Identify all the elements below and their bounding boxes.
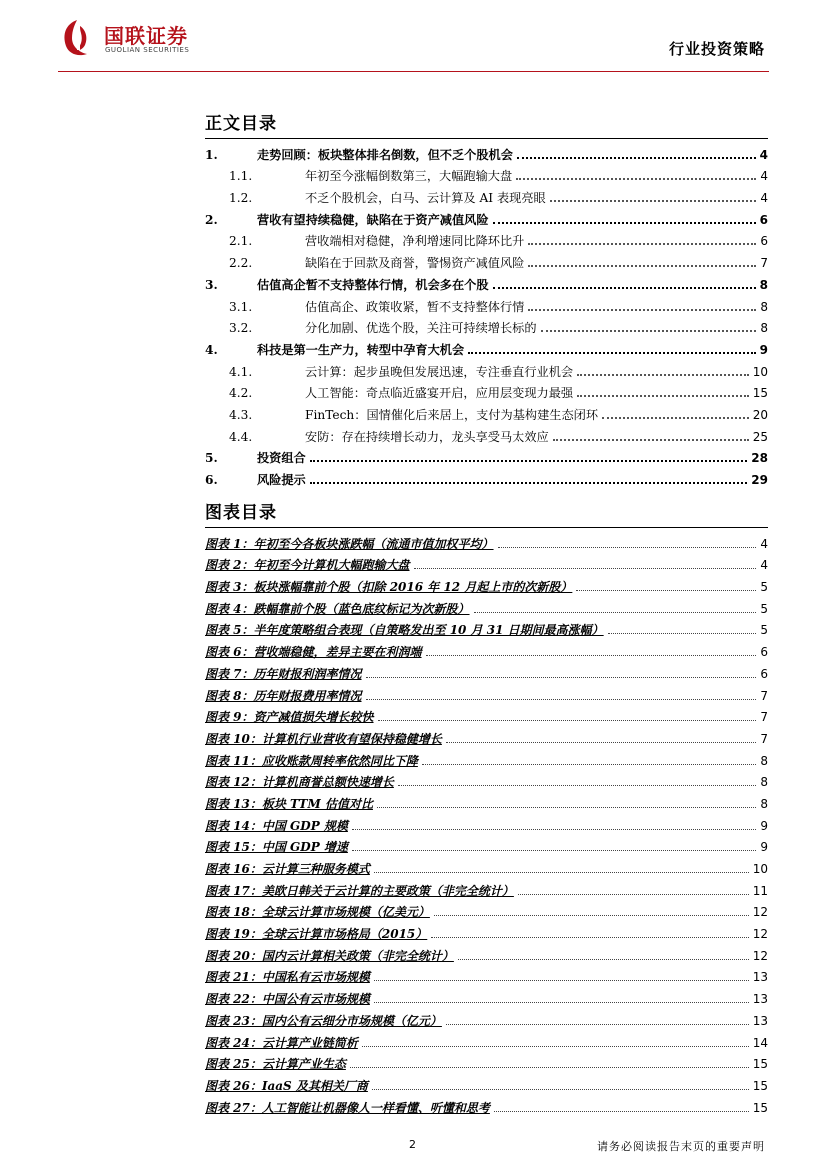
dot-leader bbox=[414, 568, 757, 569]
dot-leader bbox=[398, 785, 756, 786]
figure-entry-title[interactable]: 图表 17：美欧日韩关于云计算的主要政策（非完全统计） bbox=[205, 883, 514, 898]
toc-entry-number: 6. bbox=[205, 473, 218, 487]
dot-leader bbox=[494, 1111, 749, 1112]
toc-entry-title: 年初至今涨幅倒数第三，大幅跑输大盘 bbox=[305, 169, 513, 184]
table-of-contents bbox=[205, 141, 768, 488]
toc-entry-page: 4 bbox=[760, 169, 768, 184]
page-number: 2 bbox=[409, 1138, 416, 1151]
figure-entry[interactable] bbox=[205, 725, 768, 747]
dot-leader bbox=[516, 178, 756, 180]
logo-text-en: GUOLIAN SECURITIES bbox=[105, 46, 190, 54]
figure-entry[interactable] bbox=[205, 855, 768, 877]
toc-entry-title: 云计算：起步虽晚但发展迅速，专注垂直行业机会 bbox=[305, 364, 574, 379]
toc-entry-page: 9 bbox=[759, 342, 768, 357]
figure-entry-page: 10 bbox=[752, 862, 768, 876]
toc-entry-page: 6 bbox=[759, 212, 768, 227]
figure-entry[interactable] bbox=[205, 899, 768, 921]
dot-leader bbox=[434, 915, 749, 916]
figure-entry-title[interactable]: 图表 9：资产减值损失增长较快 bbox=[205, 710, 374, 725]
toc-entry[interactable] bbox=[205, 315, 768, 337]
dot-leader bbox=[498, 547, 757, 548]
dot-leader bbox=[352, 850, 756, 851]
toc-entry-number: 2.2. bbox=[229, 256, 253, 271]
figure-entry-page: 9 bbox=[760, 818, 768, 833]
dot-leader bbox=[517, 157, 756, 159]
figure-entry[interactable] bbox=[205, 704, 768, 726]
dot-leader bbox=[374, 872, 749, 873]
figure-entry-title[interactable]: 图表 1：年初至今各板块涨跌幅（流通市值加权平均） bbox=[205, 536, 494, 551]
toc-entry[interactable] bbox=[205, 445, 768, 467]
toc-entry-page: 10 bbox=[752, 364, 768, 379]
figure-entry-title[interactable]: 图表 23：国内公有云细分市场规模（亿元） bbox=[205, 1013, 442, 1028]
figure-entry-page: 12 bbox=[752, 948, 768, 963]
dot-leader bbox=[541, 330, 757, 332]
dot-leader bbox=[550, 200, 757, 202]
dot-leader bbox=[608, 633, 757, 634]
figure-entry-page: 15 bbox=[752, 1100, 768, 1115]
dot-leader bbox=[602, 417, 749, 419]
toc-entry-page: 15 bbox=[752, 386, 768, 401]
figure-entry[interactable] bbox=[205, 877, 768, 899]
figure-entry[interactable] bbox=[205, 617, 768, 639]
toc-entry-page: 25 bbox=[752, 429, 768, 444]
company-logo bbox=[60, 18, 260, 62]
figure-entry-title[interactable]: 图表 12：计算机商誉总额快速增长 bbox=[205, 775, 394, 790]
figure-entry-page: 11 bbox=[752, 883, 768, 898]
toc-entry-number: 3.1. bbox=[229, 299, 253, 314]
toc-entry-page: 6 bbox=[760, 234, 768, 249]
figure-entry[interactable] bbox=[205, 530, 768, 552]
dot-leader bbox=[528, 265, 756, 267]
toc-entry-page: 4 bbox=[760, 191, 768, 206]
toc-entry-title: 人工智能：奇点临近盛宴开启，应用层变现力最强 bbox=[305, 386, 574, 401]
dot-leader bbox=[310, 482, 748, 484]
toc-entry-number: 4.2. bbox=[229, 386, 253, 401]
toc-entry-page: 29 bbox=[751, 473, 768, 487]
dot-leader bbox=[576, 590, 756, 591]
toc-entry-number: 4.3. bbox=[229, 407, 253, 422]
toc-entry[interactable] bbox=[205, 163, 768, 185]
dot-leader bbox=[377, 807, 756, 808]
dot-leader bbox=[468, 352, 755, 354]
toc-entry-number: 2. bbox=[205, 212, 218, 227]
figure-entry-title[interactable]: 图表 21：中国私有云市场规模 bbox=[205, 970, 370, 985]
figure-entry[interactable] bbox=[205, 682, 768, 704]
dot-leader bbox=[310, 460, 748, 462]
dot-leader bbox=[422, 764, 756, 765]
toc-entry-title: 走势回顾：板块整体排名倒数，但不乏个股机会 bbox=[257, 147, 513, 162]
toc-entry-page: 8 bbox=[760, 321, 768, 336]
dot-leader bbox=[474, 612, 757, 613]
dot-leader bbox=[426, 655, 757, 656]
dot-leader bbox=[366, 699, 757, 700]
toc-entry-title: 估值高企暂不支持整体行情，机会多在个股 bbox=[257, 277, 489, 292]
dot-leader bbox=[458, 959, 749, 960]
figure-entry-page: 9 bbox=[760, 840, 768, 855]
figure-entry-title[interactable]: 图表 11：应收账款周转率依然同比下降 bbox=[205, 753, 418, 768]
dot-leader bbox=[493, 222, 756, 224]
page-header bbox=[0, 0, 827, 80]
toc-entry-page: 8 bbox=[759, 277, 768, 292]
logo-text-cn: 国联证券 bbox=[104, 24, 188, 48]
toc-entry[interactable] bbox=[205, 228, 768, 250]
figure-entry-title[interactable]: 图表 16：云计算三种服务模式 bbox=[205, 862, 370, 876]
figure-entry-title[interactable]: 图表 8：历年财报费用率情况 bbox=[205, 688, 362, 703]
dot-leader bbox=[366, 677, 757, 678]
dot-leader bbox=[374, 1002, 749, 1003]
figure-entry[interactable] bbox=[205, 812, 768, 834]
figure-entry-page: 15 bbox=[752, 1057, 768, 1072]
toc-entry-number: 1. bbox=[205, 147, 218, 162]
figure-entry-title[interactable]: 图表 15：中国 GDP 增速 bbox=[205, 840, 348, 855]
dot-leader bbox=[518, 894, 749, 895]
dot-leader bbox=[431, 937, 748, 938]
toc-entry-number: 4.4. bbox=[229, 429, 253, 444]
figure-entry-page: 5 bbox=[760, 623, 768, 638]
figure-entry-title[interactable]: 图表 3：板块涨幅靠前个股（扣除 2016 年 12 月起上市的次新股） bbox=[205, 580, 573, 595]
figure-entry-title[interactable]: 图表 24：云计算产业链简析 bbox=[205, 1035, 358, 1050]
figure-entry-page: 8 bbox=[760, 775, 768, 790]
figure-entry-page: 5 bbox=[760, 601, 768, 616]
figure-entry-title[interactable]: 图表 20：国内云计算相关政策（非完全统计） bbox=[205, 948, 454, 963]
dot-leader bbox=[528, 243, 756, 245]
footer-disclaimer: 请务必阅读报告末页的重要声明 bbox=[597, 1140, 765, 1153]
header-divider bbox=[58, 71, 769, 72]
figure-entry-page: 8 bbox=[760, 753, 768, 768]
dot-leader bbox=[378, 720, 757, 721]
figures-title-divider bbox=[205, 527, 768, 528]
guolian-logo-icon bbox=[60, 18, 94, 58]
toc-entry[interactable] bbox=[205, 423, 768, 445]
figure-entry[interactable] bbox=[205, 920, 768, 942]
figure-entry-page: 4 bbox=[760, 536, 768, 551]
toc-entry[interactable] bbox=[205, 336, 768, 358]
figure-entry[interactable] bbox=[205, 1094, 768, 1116]
toc-entry[interactable] bbox=[205, 401, 768, 423]
figure-entry-title[interactable]: 图表 19：全球云计算市场格局（2015） bbox=[205, 927, 428, 942]
toc-entry-title: 不乏个股机会，白马、云计算及 AI 表现亮眼 bbox=[305, 191, 546, 206]
toc-entry-number: 2.1. bbox=[229, 234, 253, 249]
toc-title-divider bbox=[205, 138, 768, 139]
toc-entry[interactable] bbox=[205, 466, 768, 488]
dot-leader bbox=[446, 742, 756, 743]
figure-entry[interactable] bbox=[205, 573, 768, 595]
toc-title: 正文目录 bbox=[205, 114, 277, 134]
toc-entry-title: 科技是第一生产力，转型中孕育大机会 bbox=[257, 342, 465, 357]
figure-entry-title[interactable]: 图表 7：历年财报利润率情况 bbox=[205, 666, 362, 681]
toc-entry-page: 28 bbox=[751, 451, 768, 466]
figure-entry-page: 5 bbox=[760, 580, 768, 595]
figure-entry[interactable] bbox=[205, 834, 768, 856]
toc-entry[interactable] bbox=[205, 206, 768, 228]
figure-entry-page: 8 bbox=[760, 796, 768, 811]
dot-leader bbox=[553, 439, 749, 441]
figure-entry-title[interactable]: 图表 25：云计算产业生态 bbox=[205, 1057, 346, 1072]
dot-leader bbox=[528, 309, 756, 311]
figure-entry-page: 15 bbox=[752, 1078, 768, 1093]
toc-entry[interactable] bbox=[205, 271, 768, 293]
figure-entry-page: 7 bbox=[760, 688, 768, 703]
figure-entry-page: 13 bbox=[752, 1013, 768, 1028]
toc-entry-page: 20 bbox=[752, 407, 768, 422]
figure-entry[interactable] bbox=[205, 660, 768, 682]
toc-entry-title: 分化加剧、优选个股，关注可持续增长标的 bbox=[305, 321, 537, 336]
toc-entry[interactable] bbox=[205, 141, 768, 163]
toc-entry-page: 8 bbox=[760, 299, 768, 314]
toc-entry[interactable] bbox=[205, 184, 768, 206]
toc-entry-number: 3. bbox=[205, 277, 218, 292]
toc-entry-number: 1.2. bbox=[229, 191, 253, 206]
toc-entry-number: 1.1. bbox=[229, 169, 253, 184]
figure-entry-title[interactable]: 图表 2：年初至今计算机大幅跑输大盘 bbox=[205, 558, 410, 573]
figure-entry-page: 7 bbox=[760, 710, 768, 725]
dot-leader bbox=[493, 287, 756, 289]
figure-entry-page: 14 bbox=[752, 1035, 768, 1050]
dot-leader bbox=[362, 1046, 749, 1047]
figure-entry[interactable] bbox=[205, 552, 768, 574]
toc-entry-number: 4. bbox=[205, 342, 218, 357]
figure-entry-title[interactable]: 图表 26：IaaS 及其相关厂商 bbox=[205, 1078, 368, 1093]
figure-entry-title[interactable]: 图表 4：跌幅靠前个股（蓝色底纹标记为次新股） bbox=[205, 601, 470, 616]
figure-entry-page: 7 bbox=[760, 731, 768, 746]
figure-entry-title[interactable]: 图表 13：板块 TTM 估值对比 bbox=[205, 796, 373, 811]
figure-entry-title[interactable]: 图表 14：中国 GDP 规模 bbox=[205, 818, 348, 833]
figure-entry[interactable] bbox=[205, 985, 768, 1007]
toc-entry[interactable] bbox=[205, 293, 768, 315]
toc-entry-title: 估值高企、政策收紧，暂不支持整体行情 bbox=[305, 299, 525, 314]
figure-entry[interactable] bbox=[205, 964, 768, 986]
toc-entry-title: 投资组合 bbox=[257, 451, 306, 466]
figure-entry[interactable] bbox=[205, 942, 768, 964]
list-of-figures bbox=[205, 530, 768, 1116]
figure-entry[interactable] bbox=[205, 790, 768, 812]
figure-entry-title[interactable]: 图表 10：计算机行业营收有望保持稳健增长 bbox=[205, 731, 442, 746]
figure-entry[interactable] bbox=[205, 595, 768, 617]
figure-entry[interactable] bbox=[205, 1051, 768, 1073]
dot-leader bbox=[577, 395, 749, 397]
figure-entry[interactable] bbox=[205, 769, 768, 791]
figure-entry-title[interactable]: 图表 22：中国公有云市场规模 bbox=[205, 992, 370, 1007]
toc-entry-page: 7 bbox=[760, 256, 768, 271]
toc-entry-title: 安防：存在持续增长动力，龙头享受马太效应 bbox=[305, 429, 549, 444]
figure-entry[interactable] bbox=[205, 638, 768, 660]
figure-entry-title[interactable]: 图表 27：人工智能让机器像人一样看懂、听懂和思考 bbox=[205, 1100, 490, 1115]
figure-entry-page: 13 bbox=[752, 992, 768, 1007]
dot-leader bbox=[374, 980, 749, 981]
toc-entry-page: 4 bbox=[759, 147, 768, 162]
toc-entry-number: 5. bbox=[205, 451, 218, 466]
figure-entry[interactable] bbox=[205, 1007, 768, 1029]
toc-entry-title: 风险提示 bbox=[257, 473, 306, 487]
figure-entry[interactable] bbox=[205, 1029, 768, 1051]
figure-entry-title[interactable]: 图表 5：半年度策略组合表现（自策略发出至 10 月 31 日期间最高涨幅） bbox=[205, 623, 604, 638]
figure-entry-page: 12 bbox=[752, 927, 768, 942]
toc-entry[interactable] bbox=[205, 380, 768, 402]
toc-entry-title: 缺陷在于回款及商誉，警惕资产减值风险 bbox=[305, 256, 525, 271]
toc-entry[interactable] bbox=[205, 249, 768, 271]
toc-entry-title: FinTech：国情催化后来居上，支付为基构建生态闭环 bbox=[305, 407, 599, 422]
dot-leader bbox=[352, 829, 756, 830]
figure-entry-page: 4 bbox=[760, 558, 768, 573]
dot-leader bbox=[577, 374, 749, 376]
toc-entry-number: 4.1. bbox=[229, 364, 253, 379]
figure-entry[interactable] bbox=[205, 747, 768, 769]
figures-title: 图表目录 bbox=[205, 503, 277, 523]
toc-entry[interactable] bbox=[205, 358, 768, 380]
figure-entry-title[interactable]: 图表 18：全球云计算市场规模（亿美元） bbox=[205, 905, 430, 920]
dot-leader bbox=[350, 1067, 749, 1068]
figure-entry-page: 13 bbox=[752, 970, 768, 985]
toc-entry-title: 营收有望持续稳健，缺陷在于资产减值风险 bbox=[257, 212, 489, 227]
figure-entry[interactable] bbox=[205, 1072, 768, 1094]
figure-entry-page: 12 bbox=[752, 905, 768, 920]
toc-entry-number: 3.2. bbox=[229, 321, 253, 336]
dot-leader bbox=[372, 1089, 749, 1090]
dot-leader bbox=[446, 1024, 749, 1025]
figure-entry-title[interactable]: 图表 6：营收端稳健，差异主要在利润端 bbox=[205, 645, 422, 660]
figure-entry-page: 6 bbox=[760, 666, 768, 681]
figure-entry-page: 6 bbox=[760, 645, 768, 660]
toc-entry-title: 营收端相对稳健，净利增速同比降环比升 bbox=[305, 234, 525, 249]
report-type: 行业投资策略 bbox=[668, 40, 765, 58]
